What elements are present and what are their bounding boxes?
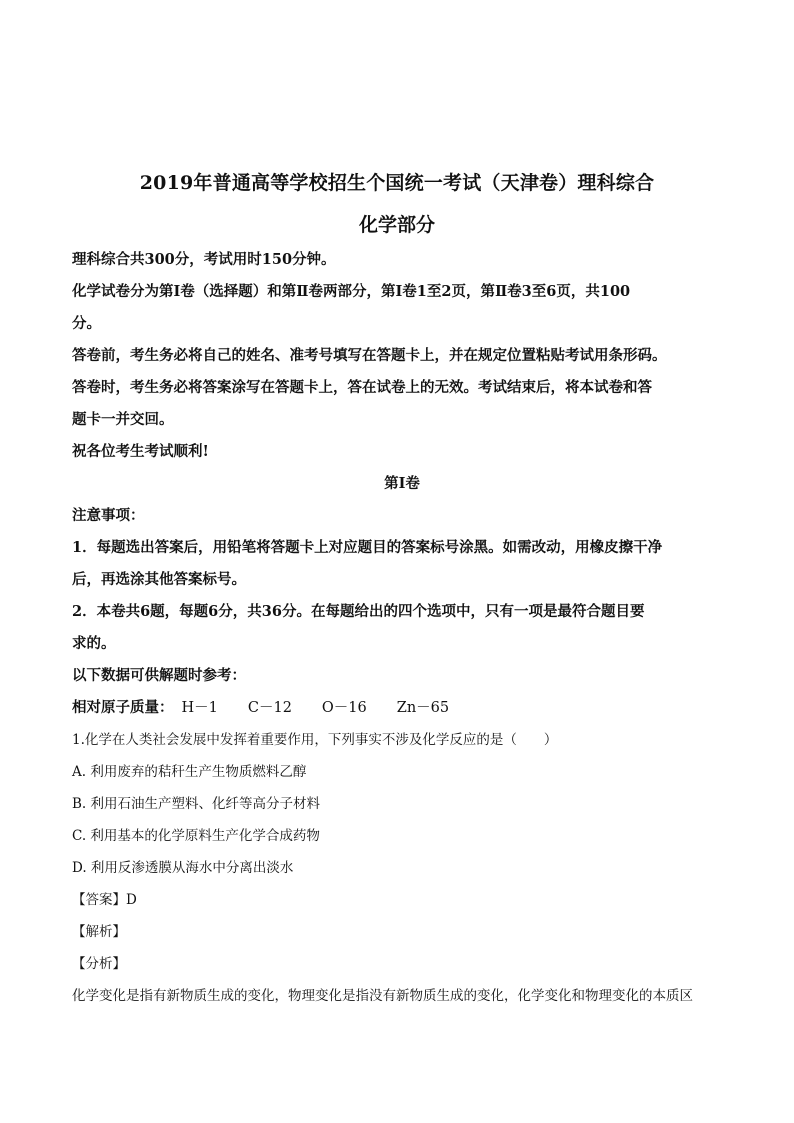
atomic-mass-item: C－12	[247, 700, 292, 716]
fenxi-text: 化学变化是指有新物质生成的变化，物理变化是指没有新物质生成的变化，化学变化和物理变化的本质区	[72, 988, 693, 1004]
document-body	[72, 248, 732, 1016]
intro-line: 题卡一并交回。	[72, 411, 174, 428]
question-option: A. 利用废弃的秸秆生产生物质燃料乙醇	[72, 764, 307, 780]
atomic-mass-label: 相对原子质量：	[72, 699, 174, 716]
atomic-mass-item: O－16	[321, 700, 367, 716]
atomic-mass-item: H－1	[181, 700, 218, 716]
notes-line: 2．本卷共6题，每题6分，共36分。在每题给出的四个选项中，只有一项是最符合题目要	[72, 603, 645, 620]
notes-line: 1．每题选出答案后，用铅笔将答题卡上对应题目的答案标号涂黑。如需改动，用橡皮擦干净	[72, 539, 663, 556]
atomic-mass-line	[72, 696, 732, 728]
fenxi-label: 【分析】	[72, 956, 126, 972]
answer-value: D	[126, 892, 137, 908]
page-title: 2019年普通高等学校招生个国统一考试（天津卷）理科综合	[139, 172, 655, 194]
atomic-mass-item: Zn－65	[396, 700, 450, 716]
question-option: B. 利用石油生产塑料、化纤等高分子材料	[72, 796, 321, 812]
answer-line	[72, 888, 732, 920]
notes-line: 求的。	[72, 635, 116, 652]
intro-line: 答卷前，考生务必将自己的姓名、准考号填写在答题卡上，并在规定位置粘贴考试用条形码。	[72, 347, 667, 364]
answer-label: 【答案】	[72, 892, 126, 908]
question-option: D. 利用反渗透膜从海水中分离出淡水	[72, 860, 294, 876]
analysis-label: 【解析】	[72, 924, 126, 940]
notes-line: 注意事项：	[72, 507, 145, 524]
question-option: C. 利用基本的化学原料生产化学合成药物	[72, 828, 320, 844]
intro-line: 答卷时，考生务必将答案涂写在答题卡上，答在试卷上的无效。考试结束后，将本试卷和答	[72, 379, 652, 396]
intro-line: 分。	[72, 315, 101, 332]
intro-line: 理科综合共300分，考试用时150分钟。	[72, 251, 336, 268]
notes-line: 以下数据可供解题时参考：	[72, 667, 246, 684]
intro-line: 化学试卷分为第Ⅰ卷（选择题）和第Ⅱ卷两部分，第Ⅰ卷1至2页，第Ⅱ卷3至6页，共100	[72, 283, 631, 300]
notes-line: 后，再选涂其他答案标号。	[72, 571, 246, 588]
intro-line: 祝各位考生考试顺利!	[72, 443, 209, 460]
question-stem: 1.化学在人类社会发展中发挥着重要作用，下列事实不涉及化学反应的是（ ）	[72, 732, 558, 748]
section-title: 第Ⅰ卷	[384, 475, 420, 492]
page-subtitle: 化学部分	[358, 214, 435, 236]
